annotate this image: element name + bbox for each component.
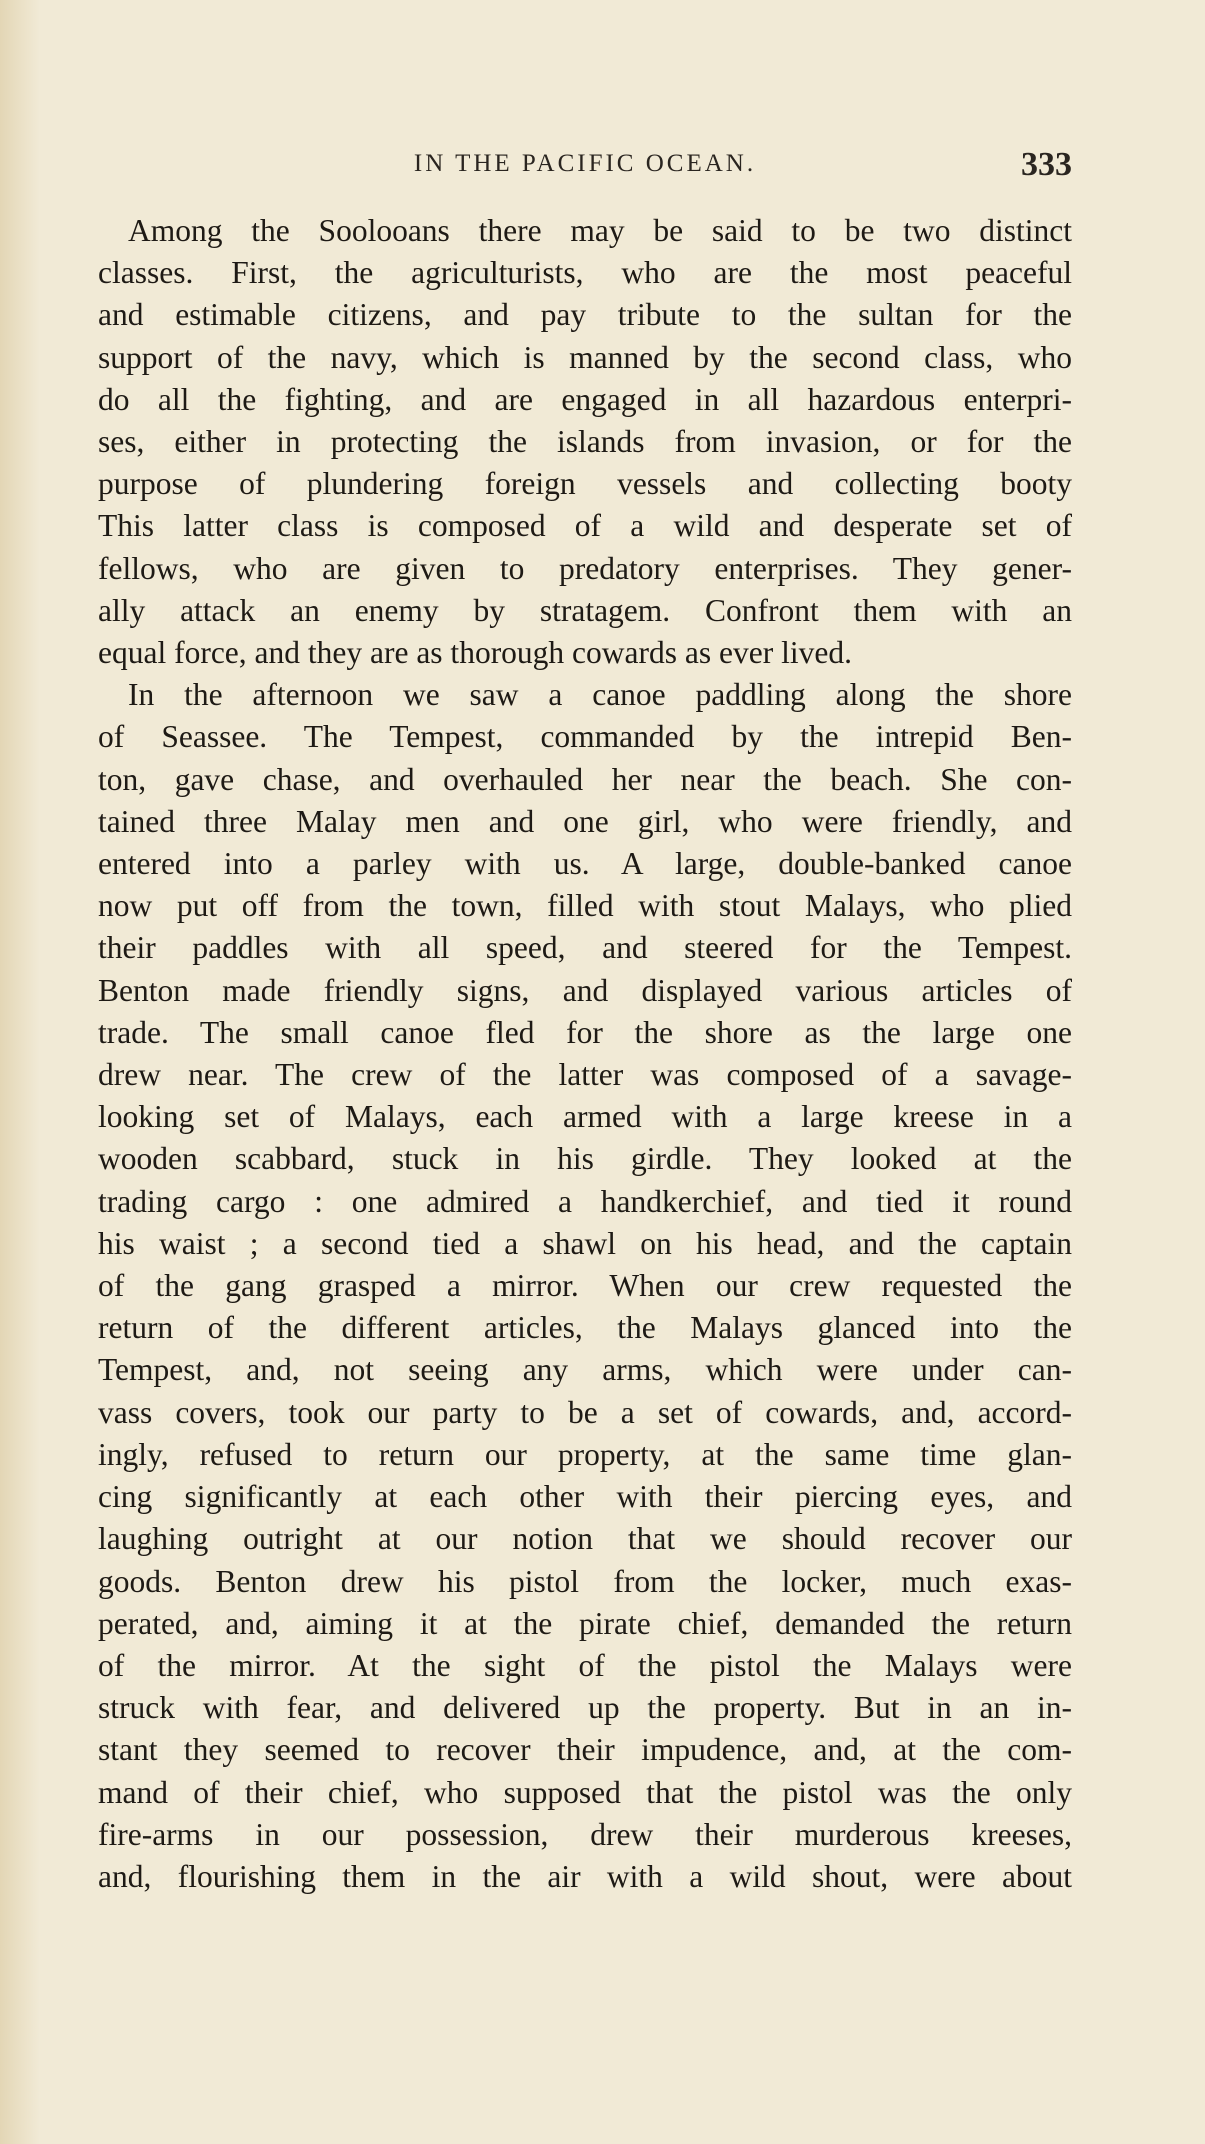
text-line: support of the navy, which is manned by the second class, who bbox=[98, 339, 1072, 375]
text-line: Among the Soolooans there may be said to be two distinct bbox=[128, 213, 1072, 248]
text-line: This latter class is composed of a wild and desperate set of bbox=[98, 508, 1072, 544]
text-line: classes. First, the agriculturists, who are the most peaceful bbox=[98, 255, 1072, 291]
text-line: fire-arms in our possession, drew their murderous kreeses, bbox=[98, 1816, 1072, 1852]
text-line: and estimable citizens, and pay tribute to the sultan for the bbox=[98, 297, 1072, 333]
text-line: their paddles with all speed, and steered for the Tempest. bbox=[98, 930, 1072, 966]
text-line: his waist ; a second tied a shawl on his head, and the captain bbox=[98, 1225, 1072, 1261]
text-line: ally attack an enemy by stratagem. Confront them with an bbox=[98, 592, 1072, 628]
text-line: perated, and, aiming it at the pirate chief, demanded the return bbox=[98, 1605, 1072, 1641]
body-text bbox=[98, 210, 1072, 1898]
text-line: of Seassee. The Tempest, commanded by the intrepid Ben- bbox=[98, 719, 1072, 755]
text-line: trade. The small canoe fled for the shore as the large one bbox=[98, 1014, 1072, 1050]
text-line: drew near. The crew of the latter was composed of a savage- bbox=[98, 1057, 1072, 1093]
text-line: ton, gave chase, and overhauled her near the beach. She con- bbox=[98, 761, 1072, 797]
text-line: cing significantly at each other with their piercing eyes, and bbox=[98, 1479, 1072, 1515]
text-line: do all the fighting, and are engaged in all hazardous enterpri- bbox=[98, 381, 1072, 417]
text-line: equal force, and they are as thorough cowards as ever lived. bbox=[98, 635, 852, 671]
text-line: Benton made friendly signs, and displayed various articles of bbox=[98, 972, 1072, 1008]
running-head: IN THE PACIFIC OCEAN. bbox=[413, 150, 757, 177]
text-line: ses, either in protecting the islands from invasion, or for the bbox=[98, 424, 1072, 460]
text-line: vass covers, took our party to be a set of cowards, and, accord- bbox=[98, 1394, 1072, 1430]
text-line: goods. Benton drew his pistol from the locker, much exas- bbox=[98, 1563, 1072, 1599]
text-line: entered into a parley with us. A large, double-banked canoe bbox=[98, 846, 1072, 882]
text-line: of the gang grasped a mirror. When our crew requested the bbox=[98, 1268, 1072, 1304]
text-line: return of the different articles, the Malays glanced into the bbox=[98, 1310, 1072, 1346]
text-line: trading cargo : one admired a handkerchief, and tied it round bbox=[98, 1183, 1072, 1219]
text-line: of the mirror. At the sight of the pistol the Malays were bbox=[98, 1647, 1072, 1683]
text-line: now put off from the town, filled with stout Malays, who plied bbox=[98, 888, 1072, 924]
text-line: In the afternoon we saw a canoe paddling along the shore bbox=[128, 677, 1072, 713]
page-number: 333 bbox=[1021, 146, 1072, 183]
page-header bbox=[98, 146, 1072, 186]
text-line: mand of their chief, who supposed that the pistol was the only bbox=[98, 1774, 1072, 1810]
text-line: wooden scabbard, stuck in his girdle. They looked at the bbox=[98, 1141, 1072, 1177]
text-line: stant they seemed to recover their impudence, and, at the com- bbox=[98, 1732, 1072, 1768]
text-line: purpose of plundering foreign vessels and collecting booty bbox=[98, 466, 1072, 502]
text-line: laughing outright at our notion that we should recover our bbox=[98, 1521, 1072, 1557]
text-line: and, flourishing them in the air with a wild shout, were about bbox=[98, 1858, 1072, 1894]
text-line: fellows, who are given to predatory enterprises. They gener- bbox=[98, 550, 1072, 586]
text-line: looking set of Malays, each armed with a large kreese in a bbox=[98, 1099, 1072, 1135]
page-edge-shadow bbox=[0, 0, 40, 2144]
text-line: tained three Malay men and one girl, who were friendly, and bbox=[98, 803, 1072, 839]
text-line: Tempest, and, not seeing any arms, which were under can- bbox=[98, 1352, 1072, 1388]
text-line: ingly, refused to return our property, at the same time glan- bbox=[98, 1436, 1072, 1472]
text-line: struck with fear, and delivered up the property. But in an in- bbox=[98, 1690, 1072, 1726]
